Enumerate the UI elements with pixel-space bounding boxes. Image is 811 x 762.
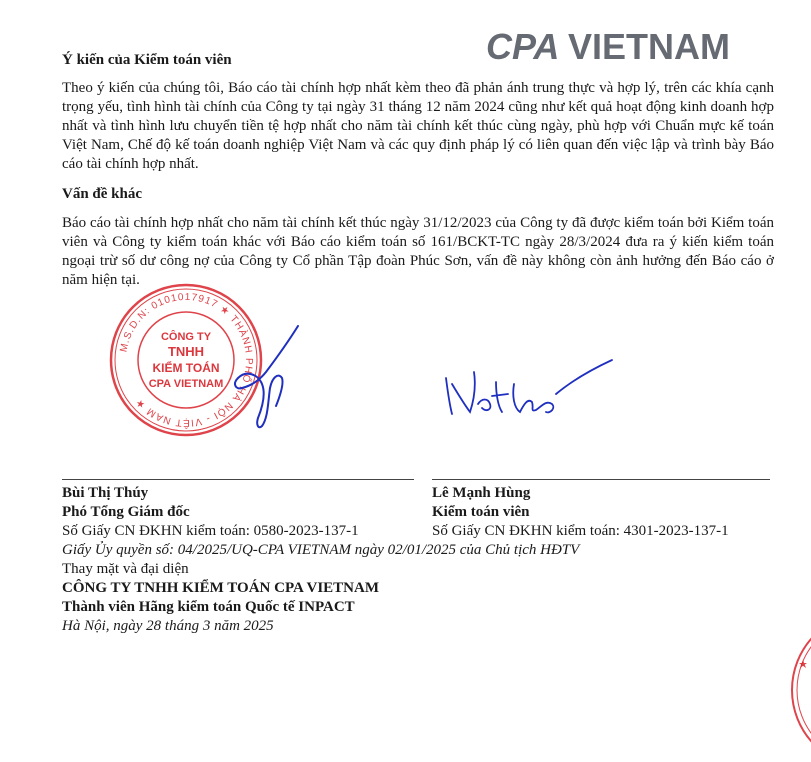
stamp-ring-text: M.S.D.N: 0101017917 ★ THÀNH PHỐ HÀ NỘI - VIỆT NAM ★: [118, 291, 255, 429]
stamp-line1: CÔNG TY: [160, 331, 212, 343]
right-signatory-name: Lê Mạnh Hùng: [432, 485, 531, 501]
stamp-line4: CPA VIETNAM: [148, 378, 224, 390]
left-signatory-title: Phó Tổng Giám đốc: [62, 504, 190, 520]
stamp-line3: KIỂM TOÁN: [152, 361, 220, 375]
partial-stamp-edge: [786, 624, 811, 756]
member-firm: Thành viên Hãng kiểm toán Quốc tế INPACT: [62, 599, 355, 615]
right-signature-line: [432, 479, 770, 480]
stamp-line2: TNHH: [167, 344, 205, 359]
opinion-heading: Ý kiến của Kiểm toán viên: [62, 52, 232, 68]
other-matter-paragraph: Báo cáo tài chính hợp nhất cho năm tài chính kết thúc ngày 31/12/2023 của Công ty đã được kiểm toán bởi Kiểm toán viên và Công ty kiểm toán khác với Báo cáo kiểm toán số 161/BCKT-TC ngày 28/3/2024 đưa ra ý kiến kiểm toán ngoại trừ số dư công nợ của Công ty Cổ phần Tập đoàn Phúc Sơn, vấn đề này không còn ảnh hưởng đến Báo cáo ở năm hiện tại.: [62, 215, 774, 288]
place-date: Hà Nội, ngày 28 tháng 3 năm 2025: [62, 618, 274, 634]
left-signatory-certificate: Số Giấy CN ĐKHN kiểm toán: 0580-2023-137-1: [62, 523, 359, 539]
on-behalf-text: Thay mặt và đại diện: [62, 561, 189, 577]
right-signatory-title: Kiểm toán viên: [432, 504, 530, 520]
left-signature-line: [62, 479, 414, 480]
cpa-vietnam-logo: [486, 26, 768, 66]
opinion-paragraph: Theo ý kiến của chúng tôi, Báo cáo tài chính hợp nhất kèm theo đã phản ánh trung thực và hợp lý, trên các khía cạnh trọng yếu, tình hình tài chính của Công ty tại ngày 31 tháng 12 năm 2024 cũng như kết quả hoạt động kinh doanh hợp nhất và tình hình lưu chuyển tiền tệ hợp nhất cho năm tài chính kết thúc cùng ngày, phù hợp với Chuẩn mực kế toán Việt Nam, Chế độ kế toán doanh nghiệp Việt Nam và các quy định pháp lý có liên quan đến việc lập và trình bày Báo cáo tài chính hợp nhất.: [62, 80, 774, 172]
logo-cpa-text: CPA: [486, 26, 560, 66]
other-matter-heading: Vấn đề khác: [62, 186, 143, 202]
right-handwritten-signature: [436, 354, 616, 424]
logo-vietnam-text: VIETNAM: [568, 26, 730, 66]
left-handwritten-signature: [228, 322, 318, 434]
left-signatory-name: Bùi Thị Thúy: [62, 485, 149, 501]
company-name: CÔNG TY TNHH KIỂM TOÁN CPA VIETNAM: [62, 580, 379, 596]
authorization-letter: Giấy Ủy quyền số: 04/2025/UQ-CPA VIETNAM ngày 02/01/2025 của Chủ tịch HĐTV: [62, 542, 580, 558]
right-signatory-certificate: Số Giấy CN ĐKHN kiểm toán: 4301-2023-137-1: [432, 523, 729, 539]
